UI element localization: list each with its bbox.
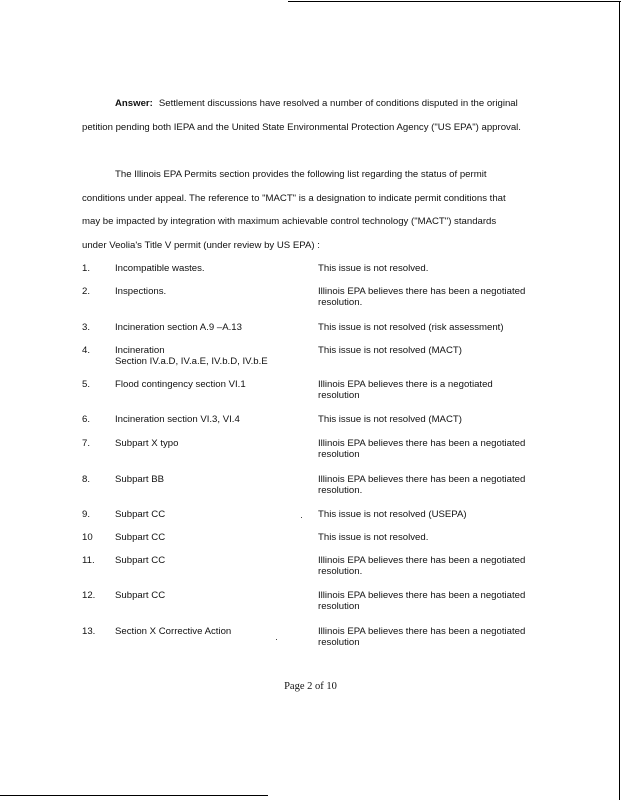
item-number: 1. (82, 263, 91, 274)
item-status: This issue is not resolved. (318, 532, 429, 543)
item-status: Illinois EPA believes there has been a negotiated resolution. (318, 555, 526, 577)
item-number: 2. (82, 286, 91, 297)
item-number: 7. (82, 438, 91, 449)
item-subject: Subpart CC (115, 555, 166, 566)
item-status: This issue is not resolved (USEPA) (318, 509, 467, 520)
item-subject: Subpart CC (115, 532, 166, 543)
item-subject: Incineration Section IV.a.D, IV.a.E, IV.b.D, IV.b.E (115, 345, 305, 367)
item-sublabel: Section IV.a.D, IV.a.E, IV.b.D, IV.b.E (115, 356, 268, 367)
item-number: 6. (82, 414, 91, 425)
item-subject: Subpart BB (115, 474, 165, 485)
item-subject: Subpart X typo (115, 438, 179, 449)
item-status: Illinois EPA believes there has been a negotiated resolution (318, 626, 526, 648)
scan-speck (276, 639, 277, 640)
page-edge-bottom (0, 795, 268, 796)
item-status: Illinois EPA believes there has been a negotiated resolution. (318, 286, 526, 308)
answer-text: Settlement discussions have resolved a number of conditions disputed in the original petition pending both IEPA and the United State Environmental Protection Agency ("US EPA") approval. (82, 98, 521, 133)
answer-label: Answer: (115, 98, 153, 109)
item-subject: Inspections. (115, 286, 167, 297)
item-status: This issue is not resolved. (318, 263, 429, 274)
item-subject: Incompatible wastes. (115, 263, 205, 274)
item-status: Illinois EPA believes there is a negotiated resolution (318, 379, 493, 401)
answer-paragraph (82, 92, 522, 139)
item-number: 11. (82, 555, 95, 566)
item-subject: Incineration section A.9 –A.13 (115, 322, 242, 333)
item-subject: Incineration section VI.3, VI.4 (115, 414, 240, 425)
item-subject: Subpart CC (115, 590, 166, 601)
item-status: Illinois EPA believes there has been a negotiated resolution (318, 438, 526, 460)
page-edge-top (288, 1, 621, 2)
item-number: 10 (82, 532, 93, 543)
item-subject: Flood contingency section VI.1 (115, 379, 246, 390)
item-number: 8. (82, 474, 91, 485)
item-number: 4. (82, 345, 91, 356)
item-number: 12. (82, 590, 96, 601)
item-number: 3. (82, 322, 91, 333)
item-status: This issue is not resolved (risk assessment) (318, 322, 504, 333)
item-status: Illinois EPA believes there has been a negotiated resolution (318, 590, 526, 612)
item-status: This issue is not resolved (MACT) (318, 414, 462, 425)
page-footer: Page 2 of 10 (284, 681, 337, 692)
item-number: 5. (82, 379, 91, 390)
intro-paragraph: The Illinois EPA Permits section provides the following list regarding the status of permit conditions under appeal. The reference to "MACT" is a designation to indicate permit conditions that may be impacted by integration with maximum achievable control technology ("MACT") standards under Veolia's Title V permit (under review by US EPA) : (82, 169, 506, 251)
item-number: 9. (82, 509, 91, 520)
item-number: 13. (82, 626, 96, 637)
item-subject: Section X Corrective Action (115, 626, 232, 637)
item-status: This issue is not resolved (MACT) (318, 345, 462, 356)
scan-speck (301, 517, 302, 518)
item-subject: Subpart CC (115, 509, 166, 520)
item-status: Illinois EPA believes there has been a negotiated resolution. (318, 474, 526, 496)
